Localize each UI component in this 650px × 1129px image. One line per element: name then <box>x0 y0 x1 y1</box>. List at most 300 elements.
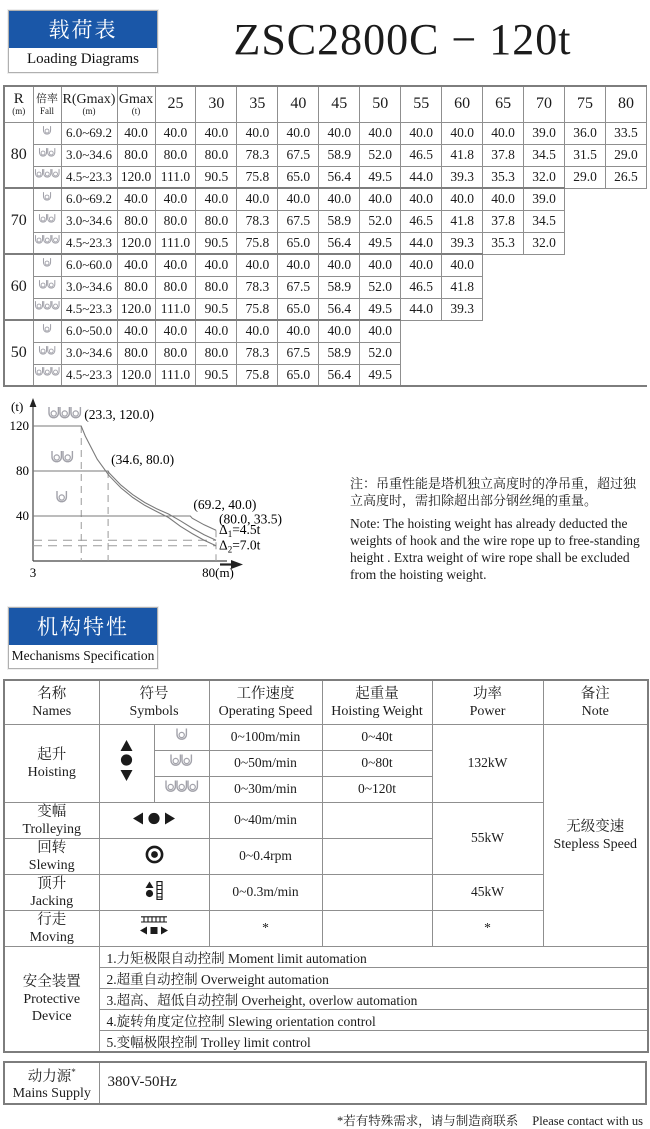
hook-2-fall-glyph <box>38 345 57 358</box>
hook-2-fall-glyph <box>38 213 57 226</box>
load-value: 39.3 <box>442 232 483 254</box>
load-value: 41.8 <box>442 276 483 298</box>
protective-row-3 <box>4 988 648 1009</box>
protective-item: 3.超高、超低自动控制 Overheight, overlow automation <box>99 988 648 1009</box>
col-head-radius-75: 75 <box>565 86 606 122</box>
load-value: 65.0 <box>278 298 319 320</box>
protective-item: 4.旋转角度定位控制 Slewing orientation control <box>99 1009 648 1030</box>
load-value: 65.0 <box>278 364 319 386</box>
load-value: 40.0 <box>237 254 278 276</box>
load-value: 37.8 <box>483 210 524 232</box>
load-value: 29.0 <box>565 166 606 188</box>
load-value: 75.8 <box>237 298 278 320</box>
load-value: 26.5 <box>605 166 646 188</box>
jacking-name: 顶升 Jacking <box>4 874 99 910</box>
rgmax-range: 3.0~34.6 <box>61 144 117 166</box>
point-label: (69.2, 40.0) <box>193 497 257 512</box>
fall-icon-3 <box>33 166 61 188</box>
load-value: 34.5 <box>524 144 565 166</box>
load-value: 75.8 <box>237 364 278 386</box>
load-empty-cell <box>401 342 442 364</box>
spec-col-speed: 工作速度 Operating Speed <box>209 680 322 724</box>
mains-supply-table <box>3 1061 647 1105</box>
x-origin-label: 3 <box>29 565 37 580</box>
fall-icon-2 <box>33 342 61 364</box>
col-head-radius-45: 45 <box>319 86 360 122</box>
protective-row-5 <box>4 1030 648 1052</box>
load-value: 80.0 <box>196 342 237 364</box>
load-value: 80.0 <box>155 144 196 166</box>
load-value: 36.0 <box>565 122 606 144</box>
load-value: 111.0 <box>155 232 196 254</box>
hoisting-symbol-icon <box>99 724 154 802</box>
load-empty-cell <box>483 342 524 364</box>
load-row-r60-fall1 <box>4 254 647 276</box>
radius-group-60: 60 <box>4 254 33 320</box>
rgmax-range: 3.0~34.6 <box>61 210 117 232</box>
point-label: (34.6, 80.0) <box>111 452 175 467</box>
load-value: 49.5 <box>360 364 401 386</box>
load-empty-cell <box>401 320 442 342</box>
load-value: 32.0 <box>524 232 565 254</box>
trolleying-speed: 0~40m/min <box>209 802 322 838</box>
rgmax-range: 6.0~69.2 <box>61 188 117 210</box>
load-value: 39.3 <box>442 166 483 188</box>
hook-2-fall-glyph <box>38 147 57 160</box>
mechanisms-spec-table <box>3 679 649 1053</box>
rgmax-range: 3.0~34.6 <box>61 276 117 298</box>
protective-item: 2.超重自动控制 Overweight automation <box>99 967 648 988</box>
trolleying-weight <box>322 802 432 838</box>
load-value: 65.0 <box>278 232 319 254</box>
load-value: 40.0 <box>319 188 360 210</box>
loading-table-header-row <box>4 86 647 122</box>
hook-2-fall-glyph <box>169 753 194 770</box>
load-value: 40.0 <box>278 254 319 276</box>
load-value: 35.3 <box>483 166 524 188</box>
load-empty-cell <box>483 254 524 276</box>
load-value: 49.5 <box>360 232 401 254</box>
load-value: 78.3 <box>237 342 278 364</box>
section-badge-loading <box>8 10 158 73</box>
load-value: 40.0 <box>360 122 401 144</box>
load-value: 46.5 <box>401 276 442 298</box>
load-value: 40.0 <box>155 122 196 144</box>
load-value: 40.0 <box>319 320 360 342</box>
col-head-radius-55: 55 <box>401 86 442 122</box>
stepless-note-cell: 无级变速 Stepless Speed <box>543 724 648 946</box>
rgmax-range: 3.0~34.6 <box>61 342 117 364</box>
load-row-r80-fall3 <box>4 166 647 188</box>
load-row-r50-fall3 <box>4 364 647 386</box>
load-empty-cell <box>605 188 646 210</box>
rgmax-range: 4.5~23.3 <box>61 298 117 320</box>
loading-table <box>3 85 647 387</box>
load-value: 56.4 <box>319 232 360 254</box>
fall-icon-2 <box>33 144 61 166</box>
hook-1-fall-icon <box>154 724 209 750</box>
load-row-r60-fall2 <box>4 276 647 298</box>
load-empty-cell <box>605 254 646 276</box>
load-value: 80.0 <box>155 342 196 364</box>
col-head-radius: R (m) <box>4 86 33 122</box>
hook-1-fall-glyph <box>42 257 53 270</box>
load-value: 40.0 <box>319 122 360 144</box>
load-value: 40.0 <box>442 254 483 276</box>
load-value: 40.0 <box>360 188 401 210</box>
load-value: 90.5 <box>196 166 237 188</box>
load-value: 33.5 <box>605 122 646 144</box>
delta-label: $\Delta_1=4.5t$ <box>219 522 261 539</box>
load-value: 49.5 <box>360 166 401 188</box>
load-empty-cell <box>565 188 606 210</box>
moving-name: 行走 Moving <box>4 910 99 946</box>
load-empty-cell <box>524 276 565 298</box>
load-value: 40.0 <box>278 188 319 210</box>
load-empty-cell <box>442 320 483 342</box>
col-head-radius-70: 70 <box>524 86 565 122</box>
delta-label: $\Delta_2=7.0t$ <box>219 537 261 555</box>
col-head-gmax: Gmax (t) <box>117 86 155 122</box>
load-empty-cell <box>442 342 483 364</box>
hook-1-fall-glyph <box>175 727 189 744</box>
hoisting-name: 起升 Hoisting <box>4 724 99 802</box>
trolley-arrows-glyph <box>133 811 175 826</box>
col-head-radius-80: 80 <box>605 86 646 122</box>
section2-badge-en: Mechanisms Specification <box>11 648 155 663</box>
page-title: ZSC2800C − 120t <box>233 15 572 64</box>
load-value: 31.5 <box>565 144 606 166</box>
rgmax-range: 6.0~69.2 <box>61 122 117 144</box>
load-value: 80.0 <box>196 144 237 166</box>
load-value: 40.0 <box>155 188 196 210</box>
load-empty-cell <box>565 342 606 364</box>
load-value: 78.3 <box>237 144 278 166</box>
capacity-curve-1-fall <box>33 516 216 530</box>
load-value: 40.0 <box>483 188 524 210</box>
load-value: 52.0 <box>360 144 401 166</box>
fall-icon-3 <box>33 364 61 386</box>
col-head-radius-50: 50 <box>360 86 401 122</box>
capacity-curve-3-fall <box>33 426 216 546</box>
load-value: 78.3 <box>237 210 278 232</box>
rail-move-glyph <box>138 916 170 936</box>
load-empty-cell <box>605 342 646 364</box>
col-head-fall: 倍率 Fall <box>33 86 61 122</box>
col-head-radius-35: 35 <box>237 86 278 122</box>
load-row-r80-fall2 <box>4 144 647 166</box>
load-value: 67.5 <box>278 276 319 298</box>
y-axis-arrow-icon <box>30 398 37 407</box>
load-value: 67.5 <box>278 210 319 232</box>
load-row-r50-fall2 <box>4 342 647 364</box>
load-empty-cell <box>524 364 565 386</box>
hook-3-fall-glyph <box>34 234 61 247</box>
gmax-value: 120.0 <box>117 298 155 320</box>
chart-hook-1-icon <box>57 491 66 502</box>
load-value: 40.0 <box>360 254 401 276</box>
hoisting-speed-2: 0~50m/min <box>209 750 322 776</box>
gmax-value: 40.0 <box>117 122 155 144</box>
load-empty-cell <box>442 364 483 386</box>
load-value: 39.3 <box>442 298 483 320</box>
load-empty-cell <box>565 320 606 342</box>
load-value: 65.0 <box>278 166 319 188</box>
load-value: 58.9 <box>319 276 360 298</box>
hook-3-fall-glyph <box>34 168 61 181</box>
footer-note: *若有特殊需求，请与制造商联系 Please contact with us <box>336 1113 643 1128</box>
col-head-rgmax: R(Gmax) (m) <box>61 86 117 122</box>
gmax-value: 120.0 <box>117 232 155 254</box>
gmax-value: 40.0 <box>117 320 155 342</box>
load-value: 40.0 <box>196 320 237 342</box>
load-empty-cell <box>605 210 646 232</box>
fall-icon-1 <box>33 188 61 210</box>
load-value: 80.0 <box>155 276 196 298</box>
y-tick-label: 120 <box>9 418 29 433</box>
fall-icon-1 <box>33 122 61 144</box>
fall-icon-2 <box>33 210 61 232</box>
section-badge-en: Loading Diagrams <box>26 51 140 67</box>
mains-supply-row <box>4 1062 646 1104</box>
gmax-value: 40.0 <box>117 188 155 210</box>
hook-3-fall-glyph <box>34 300 61 313</box>
col-head-radius-30: 30 <box>196 86 237 122</box>
load-row-r70-fall2 <box>4 210 647 232</box>
protective-item: 5.变幅极限控制 Trolley limit control <box>99 1030 648 1052</box>
slew-circle-glyph <box>145 845 164 864</box>
note-zh: 注：吊重性能是塔机独立高度时的净吊重，超过独立高度时，需扣除超出部分钢丝绳的重量。 <box>350 476 637 508</box>
hook-3-fall-glyph <box>34 366 61 379</box>
load-row-r80-fall1 <box>4 122 647 144</box>
load-empty-cell <box>483 320 524 342</box>
load-value: 40.0 <box>155 254 196 276</box>
hoisting-speed-3: 0~30m/min <box>209 776 322 802</box>
load-value: 90.5 <box>196 364 237 386</box>
trolleying-name: 变幅 Trolleying <box>4 802 99 838</box>
protective-name: 安全装置 Protective Device <box>4 946 99 1052</box>
fall-icon-3 <box>33 232 61 254</box>
load-value: 80.0 <box>196 276 237 298</box>
load-value: 58.9 <box>319 210 360 232</box>
load-value: 49.5 <box>360 298 401 320</box>
section-badge-zh: 载荷表 <box>9 11 157 48</box>
load-value: 37.8 <box>483 144 524 166</box>
col-head-radius-25: 25 <box>155 86 196 122</box>
moving-power: * <box>432 910 543 946</box>
load-value: 40.0 <box>196 254 237 276</box>
load-empty-cell <box>524 254 565 276</box>
hoisting-weight-2: 0~80t <box>322 750 432 776</box>
hoisting-power: 132kW <box>432 724 543 802</box>
jacking-speed: 0~0.3m/min <box>209 874 322 910</box>
hook-3-fall-glyph <box>164 779 200 796</box>
slewing-symbol-icon <box>99 838 209 874</box>
load-empty-cell <box>401 364 442 386</box>
load-value: 40.0 <box>196 122 237 144</box>
section2-badge-zh: 机构特性 <box>9 608 157 645</box>
load-value: 40.0 <box>155 320 196 342</box>
capacity-curve-2-fall <box>33 471 216 540</box>
hoist-arrows-glyph <box>118 740 135 782</box>
chart-notes <box>350 475 645 593</box>
hook-2-fall-glyph <box>38 279 57 292</box>
x-end-label: 80(m) <box>202 565 234 580</box>
spec-header-row <box>4 680 648 724</box>
gmax-value: 120.0 <box>117 166 155 188</box>
chart-hook-2-icon <box>52 451 72 462</box>
load-row-r50-fall1 <box>4 320 647 342</box>
gmax-value: 80.0 <box>117 144 155 166</box>
load-value: 56.4 <box>319 298 360 320</box>
load-value: 41.8 <box>442 144 483 166</box>
load-value: 40.0 <box>237 188 278 210</box>
load-value: 40.0 <box>196 188 237 210</box>
load-value: 40.0 <box>319 254 360 276</box>
y-tick-label: 40 <box>16 508 29 523</box>
slewing-speed: 0~0.4rpm <box>209 838 322 874</box>
load-value: 58.9 <box>319 342 360 364</box>
load-empty-cell <box>483 276 524 298</box>
load-value: 46.5 <box>401 210 442 232</box>
load-empty-cell <box>605 276 646 298</box>
load-empty-cell <box>565 210 606 232</box>
load-value: 40.0 <box>401 254 442 276</box>
load-value: 111.0 <box>155 364 196 386</box>
load-empty-cell <box>524 342 565 364</box>
hoisting-speed-1: 0~100m/min <box>209 724 322 750</box>
load-value: 40.0 <box>360 320 401 342</box>
load-empty-cell <box>605 364 646 386</box>
point-label: (23.3, 120.0) <box>84 407 154 422</box>
fall-icon-2 <box>33 276 61 298</box>
section-badge-mechanisms <box>8 607 158 669</box>
load-empty-cell <box>483 364 524 386</box>
col-head-radius-65: 65 <box>483 86 524 122</box>
load-value: 75.8 <box>237 232 278 254</box>
load-value: 32.0 <box>524 166 565 188</box>
load-value: 34.5 <box>524 210 565 232</box>
mains-supply-name: 动力源* Mains Supply <box>4 1062 99 1104</box>
load-value: 40.0 <box>401 188 442 210</box>
capacity-curve-chart <box>3 393 348 593</box>
protective-row-1 <box>4 946 648 967</box>
fall-icon-3 <box>33 298 61 320</box>
protective-row-4 <box>4 1009 648 1030</box>
load-value: 56.4 <box>319 364 360 386</box>
load-value: 67.5 <box>278 144 319 166</box>
capacity-chart-section <box>3 393 647 593</box>
rgmax-range: 4.5~23.3 <box>61 232 117 254</box>
load-value: 39.0 <box>524 188 565 210</box>
hook-2-fall-icon <box>154 750 209 776</box>
load-value: 67.5 <box>278 342 319 364</box>
rgmax-range: 4.5~23.3 <box>61 364 117 386</box>
load-value: 52.0 <box>360 342 401 364</box>
rgmax-range: 6.0~50.0 <box>61 320 117 342</box>
load-empty-cell <box>565 298 606 320</box>
load-value: 111.0 <box>155 298 196 320</box>
spec-col-names: 名称 Names <box>4 680 99 724</box>
rgmax-range: 4.5~23.3 <box>61 166 117 188</box>
jacking-symbol-icon <box>99 874 209 910</box>
load-empty-cell <box>605 232 646 254</box>
load-value: 40.0 <box>278 320 319 342</box>
trolley-slew-power: 55kW <box>432 802 543 874</box>
protective-item: 1.力矩极限自动控制 Moment limit automation <box>99 946 648 967</box>
radius-group-50: 50 <box>4 320 33 386</box>
spec-col-power: 功率 Power <box>432 680 543 724</box>
hook-1-fall-glyph <box>42 191 53 204</box>
gmax-value: 80.0 <box>117 210 155 232</box>
load-empty-cell <box>483 298 524 320</box>
load-value: 80.0 <box>155 210 196 232</box>
note-en: Note: The hoisting weight has already deducted the weights of hook and the wire rope up to free-standing height . Extra weight of wire rope shall be excluded from the hoisting weight. <box>350 516 640 582</box>
jack-glyph <box>144 881 164 900</box>
load-value: 40.0 <box>401 122 442 144</box>
col-head-radius-60: 60 <box>442 86 483 122</box>
load-row-r70-fall3 <box>4 232 647 254</box>
hoisting-weight-1: 0~40t <box>322 724 432 750</box>
load-value: 29.0 <box>605 144 646 166</box>
load-value: 44.0 <box>401 298 442 320</box>
moving-speed: * <box>209 910 322 946</box>
y-tick-label: 80 <box>16 463 29 478</box>
protective-row-2 <box>4 967 648 988</box>
load-empty-cell <box>565 276 606 298</box>
fall-icon-1 <box>33 320 61 342</box>
load-value: 111.0 <box>155 166 196 188</box>
load-value: 40.0 <box>483 122 524 144</box>
hook-3-fall-icon <box>154 776 209 802</box>
load-empty-cell <box>565 254 606 276</box>
page-header <box>3 10 647 73</box>
load-value: 41.8 <box>442 210 483 232</box>
jacking-weight <box>322 874 432 910</box>
radius-group-80: 80 <box>4 122 33 188</box>
load-empty-cell <box>524 298 565 320</box>
spec-col-weight: 起重量 Hoisting Weight <box>322 680 432 724</box>
moving-weight <box>322 910 432 946</box>
load-value: 39.0 <box>524 122 565 144</box>
radius-group-70: 70 <box>4 188 33 254</box>
gmax-value: 80.0 <box>117 276 155 298</box>
load-row-r60-fall3 <box>4 298 647 320</box>
load-value: 90.5 <box>196 232 237 254</box>
chart-hook-3-icon <box>49 407 80 418</box>
load-empty-cell <box>565 232 606 254</box>
gmax-value: 40.0 <box>117 254 155 276</box>
load-value: 52.0 <box>360 210 401 232</box>
slewing-weight <box>322 838 432 874</box>
load-value: 35.3 <box>483 232 524 254</box>
load-value: 56.4 <box>319 166 360 188</box>
load-value: 40.0 <box>442 122 483 144</box>
point-label: (80.0, 33.5) <box>219 511 282 527</box>
fall-icon-1 <box>33 254 61 276</box>
load-empty-cell <box>524 320 565 342</box>
moving-symbol-icon <box>99 910 209 946</box>
load-value: 75.8 <box>237 166 278 188</box>
jacking-power: 45kW <box>432 874 543 910</box>
load-row-r70-fall1 <box>4 188 647 210</box>
load-empty-cell <box>565 364 606 386</box>
load-value: 44.0 <box>401 166 442 188</box>
load-value: 90.5 <box>196 298 237 320</box>
load-value: 80.0 <box>196 210 237 232</box>
load-value: 46.5 <box>401 144 442 166</box>
spec-col-note: 备注 Note <box>543 680 648 724</box>
